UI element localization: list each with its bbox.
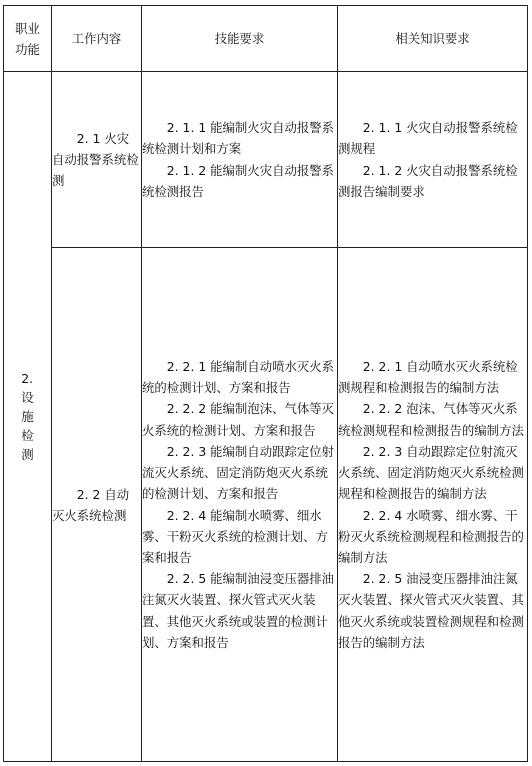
skill-item: 2. 2. 3 能编制自动跟踪定位射流灭火系统、固定消防炮灭火系统的检测计划、方案和报告 (142, 443, 335, 502)
header-function (4, 6, 52, 72)
function-name-char: 施 (21, 409, 34, 424)
table-header-row (4, 6, 528, 72)
work-content-text: 2. 1 火灾自动报警系统检测 (52, 131, 139, 188)
knowledge-item: 2. 1. 1 火灾自动报警系统检测规程 (338, 120, 518, 157)
function-name-char: 检 (21, 428, 34, 443)
skill-item: 2. 2. 5 能编制油浸变压器排油注氮灭火装置、探火管式灭火装置、其他灭火系统或装置的检测计划、方案和报告 (142, 571, 335, 650)
work-content-cell (52, 72, 142, 248)
function-name-char: 设 (21, 390, 34, 405)
table-row (4, 248, 528, 762)
function-cell (4, 72, 52, 762)
knowledge-cell (338, 72, 528, 248)
header-function-line-2: 功能 (15, 41, 40, 57)
knowledge-cell (338, 248, 528, 762)
knowledge-item: 2. 1. 2 火灾自动报警系统检测报告编制要求 (338, 162, 518, 199)
table-row (4, 72, 528, 248)
knowledge-item: 2. 2. 1 自动喷水灭火系统检测规程和检测报告的编制方法 (338, 359, 518, 396)
knowledge-item: 2. 2. 5 油浸变压器排油注氮灭火装置、探火管式灭火装置、其他灭火系统或装置检测规程和检测报告的编制方法 (338, 571, 524, 650)
skill-cell (142, 248, 338, 762)
knowledge-item: 2. 2. 2 泡沫、气体等灭火系统检测规程和检测报告的编制方法 (338, 401, 524, 438)
header-skill-requirements: 技能要求 (142, 6, 338, 72)
knowledge-item: 2. 2. 4 水喷雾、细水雾、干粉灭火系统检测规程和检测报告的编制方法 (338, 507, 524, 565)
header-function-line-1: 职业 (15, 20, 40, 36)
skill-item: 2. 2. 2 能编制泡沫、气体等灭火系统的检测计划、方案和报告 (142, 401, 335, 438)
function-name-char: 测 (21, 447, 34, 462)
work-content-text: 2. 2 自动灭火系统检测 (52, 486, 130, 523)
skill-item: 2. 2. 4 能编制水喷雾、细水雾、干粉灭火系统的检测计划、方案和报告 (142, 507, 328, 565)
skill-standard-table (3, 5, 528, 762)
header-work-content: 工作内容 (52, 6, 142, 72)
skill-cell (142, 72, 338, 248)
header-knowledge-requirements: 相关知识要求 (338, 6, 528, 72)
knowledge-item: 2. 2. 3 自动跟踪定位射流灭火系统、固定消防炮灭火系统检测规程和检测报告的编制方法 (338, 443, 524, 502)
skill-item: 2. 2. 1 能编制自动喷水灭火系统的检测计划、方案和报告 (142, 359, 335, 396)
function-number: 2. (21, 371, 34, 386)
work-content-cell (52, 248, 142, 762)
skill-item: 2. 1. 1 能编制火灾自动报警系统检测计划和方案 (142, 120, 335, 157)
skill-item: 2. 1. 2 能编制火灾自动报警系统检测报告 (142, 162, 335, 199)
